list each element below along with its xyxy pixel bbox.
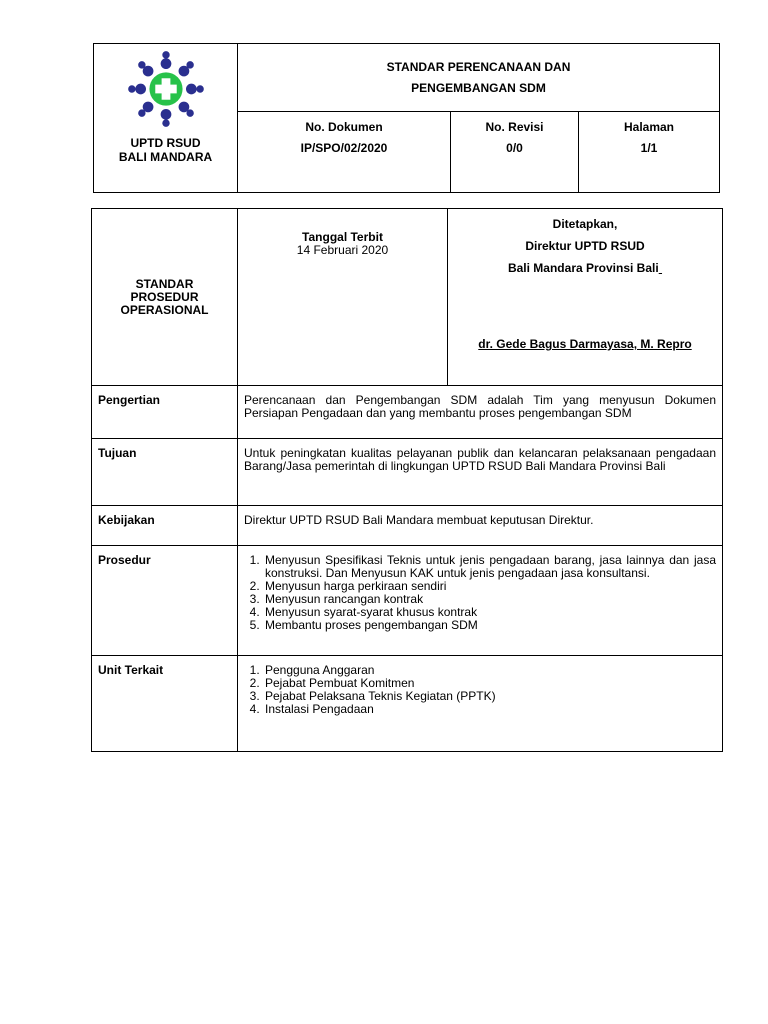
kebijakan-text: Direktur UPTD RSUD Bali Mandara membuat keputusan Direktur. (238, 506, 723, 546)
prosedur-list (244, 554, 716, 632)
ditetapkan-label: Ditetapkan, (552, 217, 618, 231)
sop-label-cell (92, 209, 238, 386)
prosedur-label: Prosedur (92, 546, 238, 656)
jabatan-line2-text: Bali Mandara Provinsi Bali (507, 261, 659, 275)
sop-line3: OPERASIONAL (120, 302, 209, 317)
sop-line2: PROSEDUR (130, 289, 199, 304)
penandatangan-name: dr. Gede Bagus Darmayasa, M. Repro (478, 337, 692, 351)
no-dokumen-label: No. Dokumen (305, 120, 383, 134)
kebijakan-label: Kebijakan (92, 506, 238, 546)
pengertian-label: Pengertian (92, 386, 238, 439)
halaman-value: 1/1 (640, 141, 658, 155)
document-header (93, 43, 720, 193)
halaman-cell (579, 112, 720, 193)
jabatan-line2 (448, 261, 722, 275)
prosedur-item: 2. Menyusun harga perkiraan sendiri (263, 580, 716, 593)
prosedur-item: 4. Menyusun syarat-syarat khusus kontrak (263, 606, 716, 619)
unit-terkait-cell (238, 656, 723, 752)
tujuan-text: Untuk peningkatan kualitas pelayanan publik dan kelancaran pelaksanaan pengadaan Barang/Jasa pemerintah di lingkungan UPTD RSUD Bali Mandara Provinsi Bali (238, 439, 723, 506)
document-title (238, 44, 720, 112)
halaman-label: Halaman (623, 120, 675, 134)
unit-terkait-label: Unit Terkait (92, 656, 238, 752)
tujuan-label: Tujuan (92, 439, 238, 506)
prosedur-item: 3. Menyusun rancangan kontrak (263, 593, 716, 606)
no-dokumen-cell (238, 112, 451, 193)
rsud-bali-mandara-logo-icon (127, 50, 205, 128)
org-line1: UPTD RSUD (130, 136, 201, 150)
unit-terkait-list (244, 664, 716, 716)
tanggal-terbit-value: 14 Februari 2020 (296, 243, 389, 257)
prosedur-cell (238, 546, 723, 656)
logo-cell (94, 44, 238, 193)
penetapan-cell (448, 209, 723, 386)
unit-terkait-item: 2. Pejabat Pembuat Komitmen (263, 677, 716, 690)
sop-table (91, 208, 723, 752)
no-revisi-label: No. Revisi (485, 120, 544, 134)
title-line1: STANDAR PERENCANAAN DAN (386, 59, 571, 74)
tanggal-terbit-label: Tanggal Terbit (302, 230, 383, 244)
title-line2: PENGEMBANGAN SDM (411, 80, 546, 95)
org-line2: BALI MANDARA (118, 150, 213, 164)
prosedur-item: 5. Membantu proses pengembangan SDM (263, 619, 716, 632)
unit-terkait-item: 3. Pejabat Pelaksana Teknis Kegiatan (PPTK) (263, 690, 716, 703)
unit-terkait-item: 4. Instalasi Pengadaan (263, 703, 716, 716)
no-revisi-cell (451, 112, 579, 193)
jabatan-line1: Direktur UPTD RSUD (525, 239, 645, 253)
no-revisi-value: 0/0 (506, 141, 523, 155)
unit-terkait-item: 1. Pengguna Anggaran (263, 664, 716, 677)
no-dokumen-value: IP/SPO/02/2020 (300, 141, 388, 155)
pengertian-text: Perencanaan dan Pengembangan SDM adalah Tim yang menyusun Dokumen Persiapan Pengadaan dan yang membantu proses pengembangan SDM (238, 386, 723, 439)
sop-line1: STANDAR (135, 276, 194, 291)
prosedur-item: 1. Menyusun Spesifikasi Teknis untuk jenis pengadaan barang, jasa lainnya dan jasa konstruksi. Dan Menyusun KAK untuk jenis pengadaan jasa konsultansi. (263, 554, 716, 580)
tanggal-terbit-cell (238, 209, 448, 386)
org-name (94, 136, 237, 164)
